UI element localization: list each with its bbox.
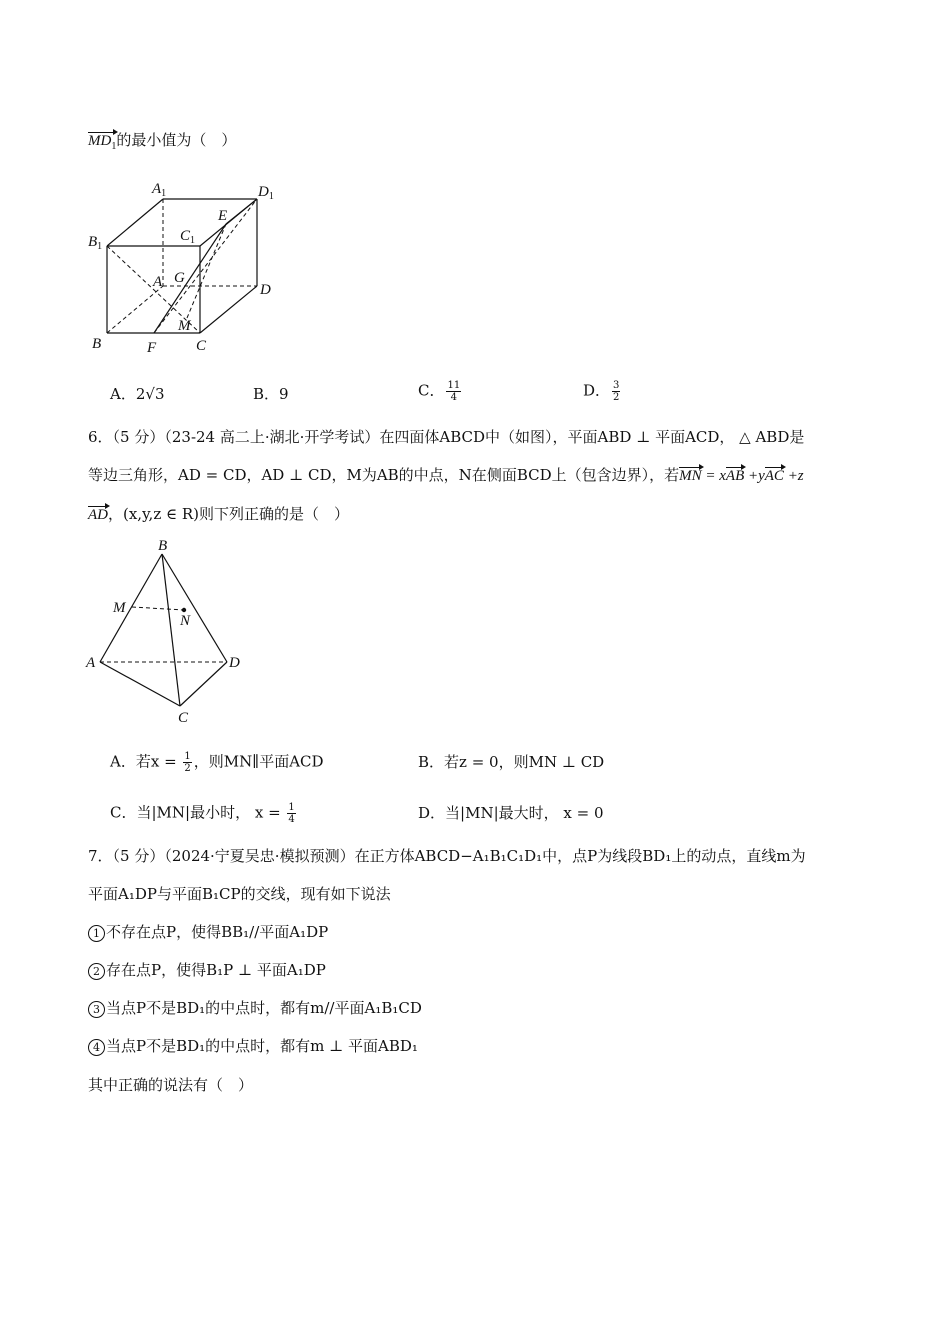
circled-number: 3 bbox=[88, 1001, 105, 1018]
q5-option-d[interactable]: D． $\frac{3}{2}$ bbox=[583, 380, 620, 403]
circled-number: 4 bbox=[88, 1039, 105, 1056]
fraction: $\frac{1}{2}$ bbox=[184, 751, 191, 774]
circled-number: 1 bbox=[88, 925, 105, 942]
label-f: F bbox=[147, 340, 157, 356]
label-e: E bbox=[218, 208, 228, 224]
q6-option-d[interactable]: D．当|MN|最大时， x = 0 bbox=[418, 804, 604, 822]
label-c1: $C_1$ bbox=[180, 228, 196, 246]
label-b: B bbox=[158, 538, 168, 554]
tetrahedron-figure bbox=[82, 534, 252, 726]
label-c: C bbox=[196, 338, 207, 354]
q7-statement-4: 4 当点P不是BD₁的中点时，都有m ⊥ 平面ABD₁ bbox=[88, 1036, 418, 1056]
label-a: A bbox=[153, 274, 163, 290]
label-b: B bbox=[92, 336, 102, 352]
q7-statement-3: 3 当点P不是BD₁的中点时，都有m//平面A₁B₁CD bbox=[88, 998, 422, 1018]
fraction: $\frac{1}{4}$ bbox=[288, 802, 295, 825]
fraction: $\frac{11}{4}$ bbox=[447, 380, 461, 403]
label-d: D bbox=[229, 655, 240, 671]
vector-md1: $MD_1$ bbox=[88, 133, 117, 152]
q5-option-c[interactable]: C． $\frac{11}{4}$ bbox=[418, 380, 461, 403]
cube-figure bbox=[85, 178, 285, 358]
q6-stem-line2: 等边三角形，AD = CD，AD ⊥ CD，M为AB的中点，N在侧面BCD上（包含边界），若MN = xAB +yAC +z bbox=[88, 466, 804, 484]
fraction: $\frac{3}{2}$ bbox=[613, 380, 620, 403]
q6-option-b[interactable]: B．若z = 0，则MN ⊥ CD bbox=[418, 753, 605, 771]
q6-stem-line1: 6．（5 分）（23-24 高二上·湖北·开学考试）在四面体ABCD中（如图），平面ABD ⊥ 平面ACD， △ ABD是 bbox=[88, 428, 805, 446]
q5-stem: $MD_1$的最小值为（ ） bbox=[88, 131, 237, 152]
label-m: M bbox=[113, 600, 126, 616]
label-a1: $A_1$ bbox=[152, 181, 167, 199]
q6-stem-line3: AD，(x,y,z ∈ R)则下列正确的是（ ） bbox=[88, 505, 350, 523]
q7-stem-line2: 平面A₁DP与平面B₁CP的交线，现有如下说法 bbox=[88, 885, 391, 903]
label-c: C bbox=[178, 710, 189, 726]
q7-closing: 其中正确的说法有（ ） bbox=[88, 1076, 254, 1094]
label-b1: $B_1$ bbox=[88, 234, 103, 252]
q6-option-a[interactable]: A．若x = $\frac{1}{2}$ ，则MN∥平面ACD bbox=[110, 751, 324, 774]
q5-option-a[interactable]: A．2√3 bbox=[110, 385, 165, 403]
label-g: G bbox=[174, 270, 185, 286]
label-m: M bbox=[178, 318, 191, 334]
label-a: A bbox=[86, 655, 96, 671]
q6-option-c[interactable]: C．当|MN|最小时， x = $\frac{1}{4}$ bbox=[110, 802, 295, 825]
q5-option-b[interactable]: B．9 bbox=[253, 385, 289, 403]
label-n: N bbox=[180, 613, 191, 629]
label-d: D bbox=[260, 282, 271, 298]
q7-stem-line1: 7．（5 分）（2024·宁夏吴忠·模拟预测）在正方体ABCD−A₁B₁C₁D₁中，点P为线段BD₁上的动点，直线m为 bbox=[88, 847, 806, 865]
q7-statement-1: 1 不存在点P，使得BB₁//平面A₁DP bbox=[88, 922, 328, 942]
q7-statement-2: 2 存在点P，使得B₁P ⊥ 平面A₁DP bbox=[88, 960, 326, 980]
label-d1: $D_1$ bbox=[258, 184, 274, 202]
circled-number: 2 bbox=[88, 963, 105, 980]
